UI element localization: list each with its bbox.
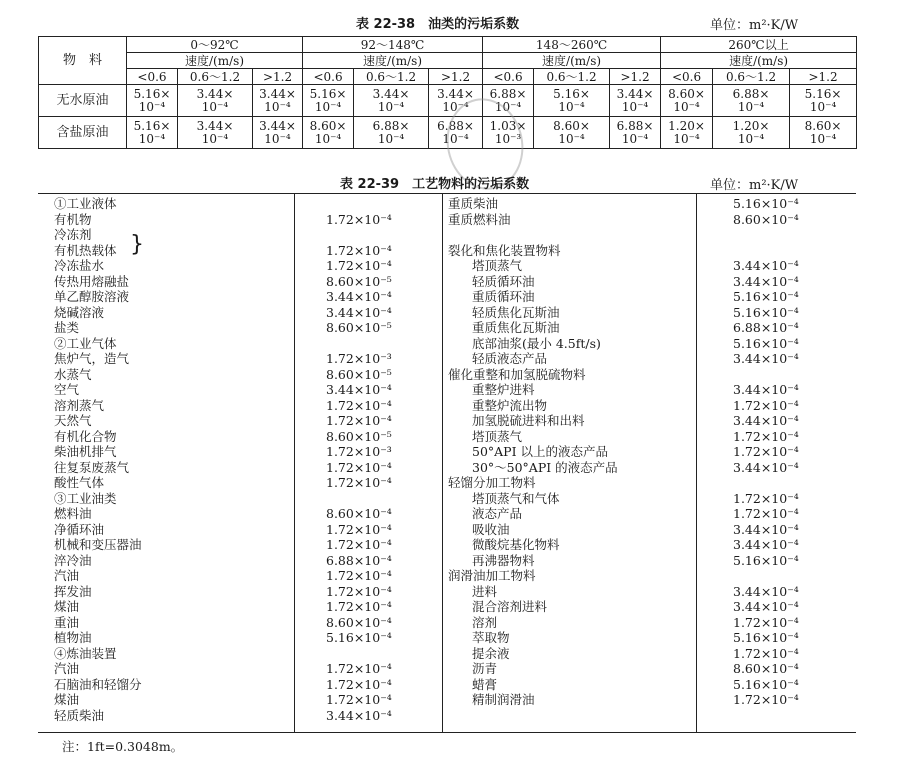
right-value-column [733, 196, 799, 708]
fouling-value: 8.60×10⁻⁴ [733, 661, 799, 676]
fouling-value: 5.16×10⁻⁴ [733, 335, 799, 351]
oil-fouling-table [38, 36, 857, 149]
value-mantissa: 6.88× [489, 86, 527, 101]
fouling-value: 5.16×10⁻⁴ [733, 289, 799, 304]
value-mantissa: 5.16× [553, 86, 590, 101]
value-exponent: 10⁻⁴ [558, 131, 585, 146]
fouling-value: 1.72×10⁻⁴ [326, 258, 392, 273]
value-mantissa: 8.60× [804, 118, 842, 133]
velocity-header: 速度/(m/s) [661, 53, 857, 69]
value-exponent: 10⁻⁴ [314, 99, 342, 114]
material-name: 50°API 以上的液态产品 [472, 444, 609, 459]
value-exponent: 10⁻⁴ [809, 99, 837, 114]
fouling-value-cell [354, 117, 429, 149]
value-exponent: 10⁻⁴ [442, 99, 469, 114]
row-header: 无水原油 [39, 85, 127, 117]
value-exponent: 10⁻⁴ [809, 131, 837, 146]
fouling-value: 3.44×10⁻⁴ [733, 599, 799, 614]
value-mantissa: 8.60× [553, 118, 590, 133]
fouling-value: 5.16×10⁻⁴ [733, 196, 799, 211]
material-name: 混合溶剂进料 [472, 599, 548, 614]
material-name: ④炼油装置 [54, 645, 117, 661]
velocity-bin-header: <0.6 [127, 69, 178, 85]
velocity-bin-header: 0.6～1.2 [354, 69, 429, 85]
fouling-value: 8.60×10⁻⁵ [326, 366, 392, 382]
fouling-value [733, 243, 799, 259]
fouling-value [326, 196, 392, 212]
velocity-header: 速度/(m/s) [483, 53, 661, 69]
fouling-value: 1.72×10⁻⁴ [326, 568, 392, 583]
fouling-value: 3.44×10⁻⁴ [326, 304, 392, 320]
temp-range-header: 260℃以上 [661, 37, 857, 53]
value-mantissa: 6.88× [732, 86, 770, 101]
value-exponent: 10⁻⁴ [201, 131, 229, 146]
material-name: 冷冻盐水 [54, 258, 105, 273]
material-name: 烧碱溶液 [54, 304, 105, 320]
value-mantissa: 5.16× [133, 86, 171, 101]
fouling-value: 8.60×10⁻⁵ [326, 320, 392, 335]
fouling-value: 5.16×10⁻⁴ [733, 552, 799, 568]
material-name: 传热用熔融盐 [54, 273, 130, 289]
material-name: ③工业油类 [54, 490, 117, 506]
fouling-value: 3.44×10⁻⁴ [733, 413, 799, 428]
fouling-value: 6.88×10⁻⁴ [326, 552, 392, 568]
fouling-value: 5.16×10⁻⁴ [733, 630, 799, 645]
material-name: 塔顶蒸气 [472, 258, 523, 273]
fouling-value-cell [713, 85, 790, 117]
value-mantissa: 5.16× [804, 86, 842, 101]
table-38-unit: 单位：m²·K/W [710, 18, 799, 33]
fouling-value: 1.72×10⁻⁴ [326, 583, 392, 599]
fouling-value-cell [610, 117, 661, 149]
material-name: 底部油浆(最小 4.5ft/s) [472, 335, 601, 351]
material-name: 天然气 [54, 413, 92, 428]
fouling-value: 1.72×10⁻⁴ [326, 599, 392, 614]
temp-range-header: 148～260℃ [483, 37, 661, 53]
material-name: 液态产品 [472, 506, 523, 521]
value-mantissa: 8.60× [309, 118, 347, 133]
value-mantissa: 3.44× [372, 86, 410, 101]
fouling-value: 1.72×10⁻³ [326, 444, 392, 459]
fouling-value: 3.44×10⁻⁴ [733, 537, 799, 552]
fouling-value: 1.72×10⁻⁴ [326, 521, 392, 537]
fouling-value: 1.72×10⁻⁴ [326, 661, 392, 676]
fouling-value [326, 491, 392, 507]
value-exponent: 10⁻⁴ [673, 131, 700, 146]
value-exponent: 10⁻⁴ [737, 99, 765, 114]
material-name: 轻质焦化瓦斯油 [472, 304, 560, 320]
value-exponent: 10⁻⁴ [494, 99, 522, 114]
fouling-value-cell [429, 85, 483, 117]
value-exponent: 10⁻⁴ [264, 99, 291, 114]
fouling-value [326, 336, 392, 352]
fouling-value: 1.72×10⁻⁴ [326, 413, 392, 428]
fouling-value: 3.44×10⁻⁴ [733, 521, 799, 537]
value-mantissa: 3.44× [196, 118, 234, 133]
fouling-value-cell [303, 85, 354, 117]
material-name [448, 227, 618, 243]
right-material-column [448, 196, 618, 708]
material-name: 裂化和焦化装置物料 [448, 242, 561, 258]
material-name: 轻馏分加工物料 [448, 475, 536, 490]
material-name: 重油 [54, 614, 80, 630]
fouling-value: 3.44×10⁻⁴ [733, 583, 799, 599]
velocity-bin-header: 0.6～1.2 [178, 69, 253, 85]
temp-range-header: 92～148℃ [303, 37, 483, 53]
value-mantissa: 8.60× [668, 86, 705, 101]
temp-range-header: 0～92℃ [127, 37, 303, 53]
velocity-bin-header: >1.2 [253, 69, 303, 85]
value-exponent: 10⁻⁴ [442, 131, 469, 146]
value-exponent: 10⁻⁴ [673, 99, 700, 114]
fouling-value: 3.44×10⁻⁴ [733, 258, 799, 273]
fouling-value: 3.44×10⁻⁴ [733, 459, 799, 475]
brace-glyph: } [130, 232, 144, 257]
column-divider [696, 194, 697, 732]
fouling-value-cell [253, 117, 303, 149]
velocity-bin-header: <0.6 [661, 69, 713, 85]
fouling-value-cell [790, 117, 857, 149]
material-name: 轻质柴油 [54, 707, 105, 723]
value-mantissa: 3.44× [196, 86, 234, 101]
material-name: 轻质循环油 [472, 273, 535, 289]
value-exponent: 10⁻⁴ [264, 131, 291, 146]
material-name: 淬冷油 [54, 552, 92, 568]
fouling-value: 1.72×10⁻⁴ [733, 692, 799, 707]
fouling-value [326, 227, 392, 243]
material-name: ①工业液体 [54, 196, 117, 211]
material-name: 蜡膏 [472, 676, 498, 692]
footnote: 注：1ft=0.3048m。 [62, 739, 184, 754]
material-name: 有机热载体 [54, 242, 117, 258]
fouling-value: 5.16×10⁻⁴ [733, 304, 799, 320]
value-mantissa: 6.88× [437, 118, 474, 133]
fouling-value: 1.72×10⁻⁴ [733, 645, 799, 661]
value-mantissa: 1.03× [489, 118, 527, 133]
fouling-value: 1.72×10⁻³ [326, 351, 392, 366]
material-name: 水蒸气 [54, 366, 92, 382]
material-name: 空气 [54, 382, 80, 397]
fouling-value-cell [303, 117, 354, 149]
fouling-value: 3.44×10⁻⁴ [326, 382, 392, 397]
fouling-value-cell [534, 117, 610, 149]
fouling-value-cell [127, 117, 178, 149]
fouling-value: 8.60×10⁻⁵ [326, 273, 392, 289]
fouling-value [326, 646, 392, 662]
fouling-value [733, 367, 799, 383]
material-name: 酸性气体 [54, 475, 105, 490]
material-name: 重整炉流出物 [472, 397, 548, 413]
left-value-column [326, 196, 392, 723]
material-name: 有机物 [54, 211, 92, 227]
material-name: 加氢脱硫进料和出料 [472, 413, 585, 428]
fouling-value: 3.44×10⁻⁴ [326, 707, 392, 723]
value-mantissa: 5.16× [133, 118, 171, 133]
fouling-value: 6.88×10⁻⁴ [733, 320, 799, 335]
left-material-column [54, 196, 142, 723]
value-mantissa: 3.44× [616, 86, 654, 101]
material-name: 往复泵废蒸气 [54, 459, 130, 475]
value-mantissa: 5.16× [309, 86, 347, 101]
fouling-value: 8.60×10⁻⁴ [326, 614, 392, 630]
material-name: 催化重整和加氢脱硫物料 [448, 366, 586, 382]
fouling-value: 1.72×10⁻⁴ [326, 397, 392, 413]
fouling-value: 5.16×10⁻⁴ [733, 676, 799, 692]
material-name: 焦炉气，造气 [54, 351, 130, 366]
fouling-value: 1.72×10⁻⁴ [733, 397, 799, 413]
material-name: 塔顶蒸气和气体 [472, 490, 560, 506]
material-name: 植物油 [54, 630, 92, 645]
velocity-bin-header: <0.6 [483, 69, 534, 85]
fouling-value: 3.44×10⁻⁴ [326, 289, 392, 304]
fouling-value-cell [354, 85, 429, 117]
material-name: 净循环油 [54, 521, 105, 537]
fouling-value-cell [610, 85, 661, 117]
material-name: 溶剂 [472, 614, 498, 630]
process-fouling-table [38, 193, 856, 733]
material-name: 轻质液态产品 [472, 351, 548, 366]
velocity-header: 速度/(m/s) [127, 53, 303, 69]
value-exponent: 10⁻⁴ [138, 99, 166, 114]
velocity-bin-header: 0.6～1.2 [713, 69, 790, 85]
value-exponent: 10⁻⁴ [621, 131, 649, 146]
fouling-value: 5.16×10⁻⁴ [326, 630, 392, 645]
material-name: 萃取物 [472, 630, 510, 645]
fouling-value-cell [178, 117, 253, 149]
fouling-value: 1.72×10⁻⁴ [326, 475, 392, 490]
value-exponent: 10⁻⁴ [737, 131, 765, 146]
value-exponent: 10⁻⁴ [621, 99, 649, 114]
material-name: 煤油 [54, 692, 80, 707]
material-header: 物 料 [39, 37, 127, 85]
velocity-header: 速度/(m/s) [303, 53, 483, 69]
column-divider [442, 194, 443, 732]
material-name: 再沸器物料 [472, 552, 535, 568]
value-mantissa: 3.44× [259, 118, 296, 133]
fouling-value-cell [713, 117, 790, 149]
column-divider [294, 194, 295, 732]
fouling-value-cell [534, 85, 610, 117]
material-name: 盐类 [54, 320, 80, 335]
material-name: 重质燃料油 [448, 211, 511, 227]
fouling-value-cell [178, 85, 253, 117]
fouling-value: 1.72×10⁻⁴ [326, 211, 392, 227]
fouling-value-cell [483, 117, 534, 149]
fouling-value: 8.60×10⁻⁴ [733, 211, 799, 227]
value-exponent: 10⁻⁴ [138, 131, 166, 146]
material-name: 吸收油 [472, 521, 510, 537]
material-name: 微酸烷基化物料 [472, 537, 560, 552]
material-name: 柴油机排气 [54, 444, 117, 459]
fouling-value: 3.44×10⁻⁴ [733, 382, 799, 397]
fouling-value-cell [127, 85, 178, 117]
material-name: 重质焦化瓦斯油 [472, 320, 560, 335]
fouling-value: 1.72×10⁻⁴ [326, 676, 392, 692]
value-exponent: 10⁻³ [494, 131, 522, 146]
value-exponent: 10⁻⁴ [314, 131, 342, 146]
fouling-value: 1.72×10⁻⁴ [326, 692, 392, 707]
material-name: 塔顶蒸气 [472, 428, 523, 444]
value-mantissa: 1.20× [732, 118, 770, 133]
velocity-bin-header: >1.2 [429, 69, 483, 85]
table-38-caption: 表 22-38 油类的污垢系数 [356, 17, 520, 32]
fouling-value: 8.60×10⁻⁴ [326, 506, 392, 521]
fouling-value: 1.72×10⁻⁴ [326, 242, 392, 258]
fouling-value: 1.72×10⁻⁴ [733, 444, 799, 459]
material-name: 溶剂蒸气 [54, 397, 105, 413]
material-name: 机械和变压器油 [54, 537, 142, 552]
table-39-unit: 单位：m²·K/W [710, 178, 799, 193]
material-name: 重整炉进料 [472, 382, 535, 397]
fouling-value: 1.72×10⁻⁴ [733, 490, 799, 506]
value-mantissa: 1.20× [668, 118, 705, 133]
fouling-value-cell [790, 85, 857, 117]
material-name: 挥发油 [54, 583, 92, 599]
fouling-value-cell [483, 85, 534, 117]
value-mantissa: 3.44× [259, 86, 296, 101]
fouling-value-cell [661, 85, 713, 117]
table-39-caption: 表 22-39 工艺物料的污垢系数 [340, 177, 530, 192]
material-name: 润滑油加工物料 [448, 568, 536, 583]
fouling-value: 1.72×10⁻⁴ [733, 506, 799, 521]
velocity-bin-header: 0.6～1.2 [534, 69, 610, 85]
material-name: 煤油 [54, 599, 80, 614]
material-name: 燃料油 [54, 506, 92, 521]
fouling-value [733, 227, 799, 243]
value-exponent: 10⁻⁴ [201, 99, 229, 114]
fouling-value: 3.44×10⁻⁴ [733, 351, 799, 366]
row-header: 含盐原油 [39, 117, 127, 149]
material-name: 重质柴油 [448, 196, 499, 211]
material-name: 进料 [472, 583, 498, 599]
fouling-value [733, 568, 799, 584]
value-exponent: 10⁻⁴ [377, 99, 405, 114]
velocity-bin-header: >1.2 [790, 69, 857, 85]
fouling-value: 1.72×10⁻⁴ [733, 614, 799, 630]
material-name: 石脑油和轻馏分 [54, 676, 142, 692]
fouling-value: 3.44×10⁻⁴ [733, 273, 799, 289]
fouling-value: 8.60×10⁻⁵ [326, 428, 392, 444]
material-name: 汽油 [54, 568, 80, 583]
material-name: 沥青 [472, 661, 498, 676]
material-name: 有机化合物 [54, 428, 117, 444]
material-name: 冷冻剂 [54, 227, 92, 242]
material-name: 重质循环油 [472, 289, 535, 304]
fouling-value: 1.72×10⁻⁴ [326, 537, 392, 552]
material-name: 提余液 [472, 645, 510, 661]
fouling-value [733, 475, 799, 491]
material-name: 精制润滑油 [472, 692, 535, 707]
material-name: 30°～50°API 的液态产品 [472, 459, 618, 475]
velocity-bin-header: <0.6 [303, 69, 354, 85]
material-name: ②工业气体 [54, 335, 117, 351]
value-exponent: 10⁻⁴ [558, 99, 585, 114]
fouling-value-cell [253, 85, 303, 117]
value-mantissa: 6.88× [372, 118, 410, 133]
material-name: 单乙醇胺溶液 [54, 289, 130, 304]
value-mantissa: 6.88× [616, 118, 654, 133]
fouling-value: 1.72×10⁻⁴ [733, 428, 799, 444]
fouling-value-cell [429, 117, 483, 149]
fouling-value: 1.72×10⁻⁴ [326, 459, 392, 475]
velocity-bin-header: >1.2 [610, 69, 661, 85]
material-name: 汽油 [54, 661, 80, 676]
value-mantissa: 3.44× [437, 86, 474, 101]
value-exponent: 10⁻⁴ [377, 131, 405, 146]
fouling-value-cell [661, 117, 713, 149]
